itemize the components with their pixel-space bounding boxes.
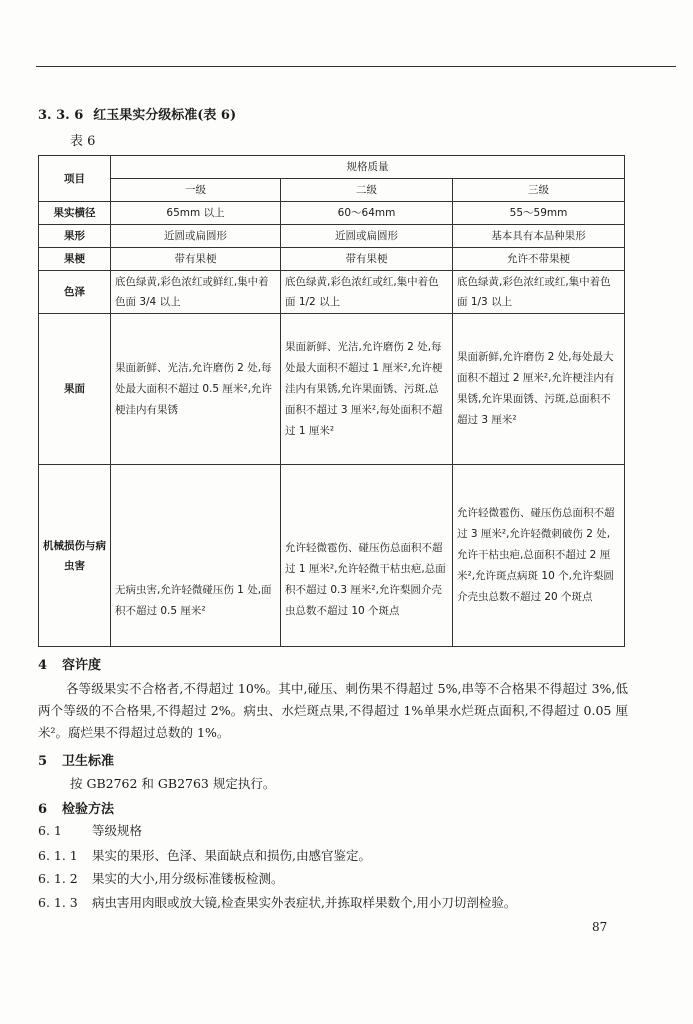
table-cell: 无病虫害,允许轻微碰压伤 1 处,面积不超过 0.5 厘米² (111, 465, 281, 647)
table-cell: 果面新鲜,允许磨伤 2 处,每处最大面积不超过 2 厘米²,允许梗洼内有果锈,允许果面锈、污斑,总面积不超过 3 厘米² (453, 314, 625, 465)
inspection-number: 6 (38, 802, 48, 817)
tolerance-number: 4 (38, 658, 48, 673)
inspection-item-number: 6. 1. 2 (38, 871, 78, 886)
table-cell: 果面新鲜、光洁,允许磨伤 2 处,每处最大面积不超过 0.5 厘米²,允许梗洼内有果锈 (111, 314, 281, 465)
row-label: 果形 (39, 225, 111, 248)
header-rule (36, 66, 676, 67)
inspection-heading (38, 798, 114, 817)
table-header-row (39, 156, 625, 179)
table-cell: 底色绿黄,彩色浓红或红,集中着色面 1/3 以上 (453, 271, 625, 314)
table-row (39, 314, 625, 465)
spec-header: 规格质量 (111, 156, 625, 179)
row-label: 色泽 (39, 271, 111, 314)
table-cell: 底色绿黄,彩色浓红或红,集中着色面 1/2 以上 (281, 271, 453, 314)
table-row (39, 465, 625, 647)
row-label: 果面 (39, 314, 111, 465)
table-caption: 表 6 (70, 134, 96, 149)
table-cell: 允许轻微雹伤、碰压伤总面积不超过 3 厘米²,允许轻微刺破伤 2 处,允许干枯虫疤,总面积不超过 2 厘米²,允许斑点病斑 10 个,允许梨圆介壳虫总数不超过 20 个斑点 (453, 465, 625, 647)
table-row (39, 225, 625, 248)
page-number: 87 (592, 920, 608, 934)
section-number: 3. 3. 6 (38, 108, 84, 123)
inspection-item-number: 6. 1. 3 (38, 895, 78, 910)
inspection-title: 检验方法 (62, 802, 115, 817)
sanitation-text: 按 GB2762 和 GB2763 规定执行。 (70, 776, 276, 791)
section-title: 红玉果实分级标准(表 6) (93, 108, 237, 123)
tolerance-heading (38, 654, 101, 673)
item-header: 项目 (39, 156, 111, 202)
sanitation-number: 5 (38, 754, 48, 769)
row-label: 果实横径 (39, 202, 111, 225)
inspection-item-text: 果实的果形、色泽、果面缺点和损伤,由感官鉴定。 (92, 848, 371, 863)
table-cell: 近圆或扁圆形 (111, 225, 281, 248)
table-cell: 60～64mm (281, 202, 453, 225)
inspection-item-text: 病虫害用肉眼或放大镜,检查果实外表症状,并拣取样果数个,用小刀切剖检验。 (92, 895, 517, 910)
table-cell: 带有果梗 (281, 248, 453, 271)
section-heading (38, 104, 236, 123)
sanitation-title: 卫生标准 (62, 754, 115, 769)
table-cell: 允许轻微雹伤、碰压伤总面积不超过 1 厘米²,允许轻微干枯虫疤,总面积不超过 0.3 厘米²,允许梨圆介壳虫总数不超过 10 个斑点 (281, 465, 453, 647)
inspection-item-number: 6. 1 (38, 823, 62, 838)
grade-header-2: 二级 (281, 179, 453, 202)
table-cell: 55～59mm (453, 202, 625, 225)
inspection-item-text: 果实的大小,用分级标准镂板检测。 (92, 871, 284, 886)
table-cell: 果面新鲜、光洁,允许磨伤 2 处,每处最大面积不超过 1 厘米²,允许梗洼内有果锈,允许果面锈、污斑,总面积不超过 3 厘米²,每处面积不超过 1 厘米² (281, 314, 453, 465)
table-row (39, 248, 625, 271)
grade-header-1: 一级 (111, 179, 281, 202)
grade-header-3: 三级 (453, 179, 625, 202)
grading-table (38, 155, 625, 647)
inspection-item-number: 6. 1. 1 (38, 848, 78, 863)
grade-header-row (39, 179, 625, 202)
sanitation-heading (38, 750, 114, 769)
table-cell: 底色绿黄,彩色浓红或鲜红,集中着色面 3/4 以上 (111, 271, 281, 314)
table-cell: 近圆或扁圆形 (281, 225, 453, 248)
row-label: 果梗 (39, 248, 111, 271)
inspection-item (38, 869, 283, 887)
row-label: 机械损伤与病虫害 (39, 465, 111, 647)
inspection-item (38, 821, 142, 839)
inspection-item-text: 等级规格 (92, 823, 143, 838)
tolerance-paragraph: 各等级果实不合格者,不得超过 10%。其中,碰压、刺伤果不得超过 5%,串等不合格果不得超过 3%,低两个等级的不合格果,不得超过 2%。病虫、水烂斑点果,不得超过 1%单果水烂斑点面积,不得超过 0.05 厘米²。腐烂果不得超过总数的 1%。 (38, 681, 628, 740)
inspection-item (38, 846, 371, 864)
inspection-item (38, 893, 516, 911)
table-cell: 带有果梗 (111, 248, 281, 271)
tolerance-title: 容许度 (62, 658, 102, 673)
table-row (39, 202, 625, 225)
table-cell: 65mm 以上 (111, 202, 281, 225)
table-cell: 基本具有本品种果形 (453, 225, 625, 248)
table-row (39, 271, 625, 314)
table-cell: 允许不带果梗 (453, 248, 625, 271)
